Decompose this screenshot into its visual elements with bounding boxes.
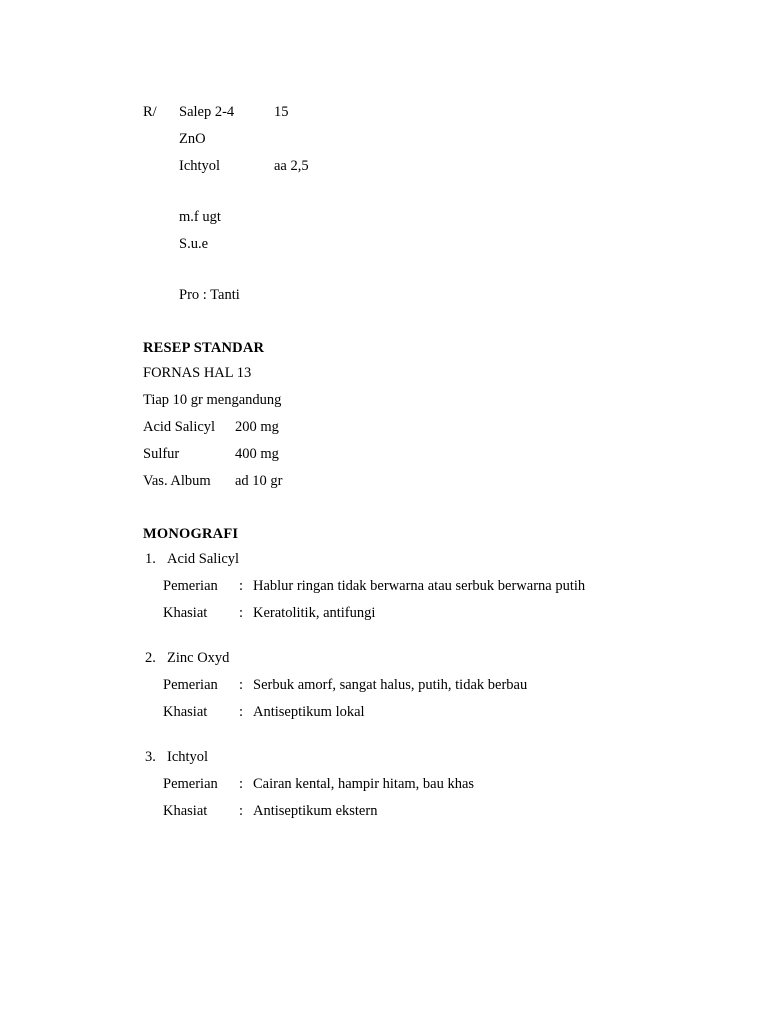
monografi-entry-name: Acid Salicyl xyxy=(167,551,240,567)
monografi-entry-row xyxy=(143,677,663,704)
monografi-entry-row xyxy=(143,605,663,632)
monografi-entry-number: 1. xyxy=(145,551,156,567)
monografi-entry xyxy=(143,650,663,731)
document-content xyxy=(143,104,663,848)
monografi-row-value: Serbuk amorf, sangat halus, putih, tidak berbau xyxy=(253,677,528,693)
prescription-spacer xyxy=(143,185,663,209)
monografi-entry-title xyxy=(143,749,663,776)
monografi-entry xyxy=(143,551,663,632)
standard-recipe-row xyxy=(143,419,663,446)
monografi-section xyxy=(143,526,663,830)
monografi-entry-row xyxy=(143,803,663,830)
monografi-row-separator: : xyxy=(239,704,244,720)
prescription-spacer xyxy=(143,263,663,287)
monografi-entry xyxy=(143,749,663,830)
standard-recipe-label: Vas. Album xyxy=(143,473,211,489)
standard-recipe-note: Tiap 10 gr mengandung xyxy=(143,392,282,408)
monografi-row-key: Pemerian xyxy=(163,677,218,693)
prescription-sign: R/ xyxy=(143,104,157,120)
standard-recipe-value: ad 10 gr xyxy=(235,473,283,489)
monografi-entry-name: Ichtyol xyxy=(167,749,209,765)
monografi-entry-title xyxy=(143,551,663,578)
standard-recipe-source: FORNAS HAL 13 xyxy=(143,365,252,381)
monografi-row-key: Pemerian xyxy=(163,578,218,594)
prescription-instruction: S.u.e xyxy=(179,236,208,252)
monografi-heading: MONOGRAFI xyxy=(143,526,239,542)
monografi-row-key: Khasiat xyxy=(163,704,208,720)
standard-recipe-label: Sulfur xyxy=(143,446,180,462)
prescription-patient: Pro : Tanti xyxy=(179,287,240,303)
standard-recipe-label: Acid Salicyl xyxy=(143,419,216,435)
monografi-row-separator: : xyxy=(239,776,244,792)
monografi-row-key: Khasiat xyxy=(163,605,208,621)
prescription-item-row xyxy=(143,104,663,131)
prescription-block xyxy=(143,104,663,314)
monografi-entry-row xyxy=(143,704,663,731)
monografi-row-value: Antiseptikum ekstern xyxy=(253,803,378,819)
monografi-row-separator: : xyxy=(239,677,244,693)
monografi-entry-number: 3. xyxy=(145,749,156,765)
prescription-item-name: ZnO xyxy=(179,131,206,147)
prescription-item-qty: 15 xyxy=(274,104,289,120)
monografi-entry-row xyxy=(143,776,663,803)
standard-recipe-section xyxy=(143,340,663,500)
monografi-row-value: Keratolitik, antifungi xyxy=(253,605,376,621)
monografi-entry-number: 2. xyxy=(145,650,156,666)
standard-recipe-row xyxy=(143,446,663,473)
monografi-row-value: Antiseptikum lokal xyxy=(253,704,365,720)
standard-recipe-value: 200 mg xyxy=(235,419,279,435)
monografi-row-separator: : xyxy=(239,578,244,594)
standard-recipe-value: 400 mg xyxy=(235,446,279,462)
monografi-entry-row xyxy=(143,578,663,605)
monografi-row-separator: : xyxy=(239,605,244,621)
monografi-row-separator: : xyxy=(239,803,244,819)
prescription-instruction: m.f ugt xyxy=(179,209,221,225)
monografi-row-value: Cairan kental, hampir hitam, bau khas xyxy=(253,776,475,792)
prescription-item-name: Ichtyol xyxy=(179,158,221,174)
monografi-row-key: Pemerian xyxy=(163,776,218,792)
prescription-item-row xyxy=(143,131,663,158)
prescription-item-qty: aa 2,5 xyxy=(274,158,309,174)
monografi-entry-title xyxy=(143,650,663,677)
prescription-item-name: Salep 2-4 xyxy=(179,104,235,120)
standard-recipe-row xyxy=(143,473,663,500)
prescription-item-row xyxy=(143,158,663,185)
standard-recipe-heading: RESEP STANDAR xyxy=(143,340,265,356)
monografi-entry-name: Zinc Oxyd xyxy=(167,650,230,666)
monografi-row-key: Khasiat xyxy=(163,803,208,819)
monografi-row-value: Hablur ringan tidak berwarna atau serbuk berwarna putih xyxy=(253,578,586,594)
